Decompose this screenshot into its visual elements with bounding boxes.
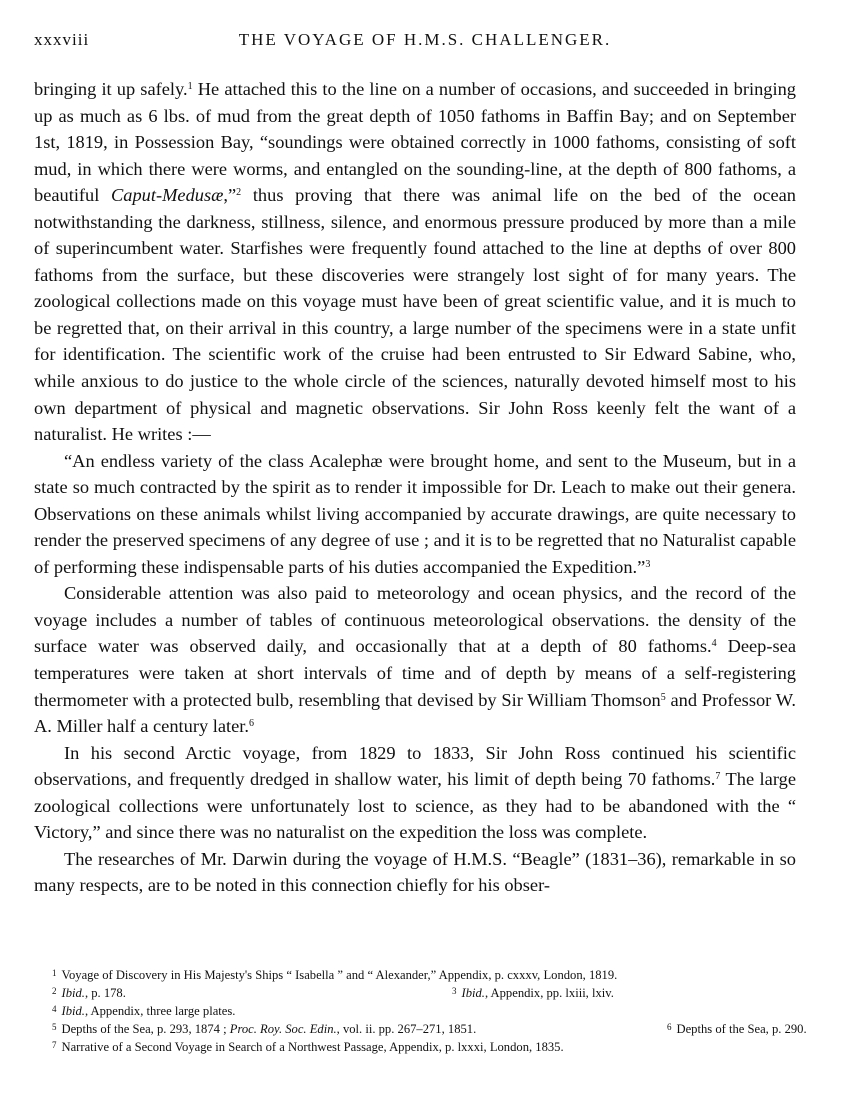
text-run: , Appendix, pp. lxiii, lxiv. xyxy=(484,986,614,1000)
footnote-marker: 6 xyxy=(667,1022,672,1032)
footnote xyxy=(52,1000,792,1018)
text-run: The researches of Mr. Darwin during the voyage of H.M.S. “Beagle” (1831–36), remarkable in so many respects, are to be noted in this connection chiefly for his obser- xyxy=(34,848,796,896)
footnote-ref: 4 xyxy=(711,638,717,650)
footnotes xyxy=(52,964,807,1054)
body-text xyxy=(34,76,796,899)
footnote-marker: 4 xyxy=(52,1004,57,1014)
text-run: Voyage of Discovery in His Majesty's Ships “ Isabella ” and “ Alexander,” Appendix, p. cxxxv, London, 1819. xyxy=(61,968,618,982)
italic-text: Ibid. xyxy=(61,1004,85,1018)
paragraph xyxy=(34,846,796,899)
footnote-marker: 5 xyxy=(52,1022,57,1032)
footnote-ref: 7 xyxy=(715,771,721,783)
footnote-ref: 6 xyxy=(249,718,254,730)
text-run: , vol. ii. pp. 267–271, 1851. xyxy=(336,1022,477,1036)
text-run: Deep-sea temperatures were taken at short intervals of time and of depth by means of a self-registering thermometer with a protected bulb, resembling that devised by Sir William Thomson xyxy=(34,636,796,710)
text-run: In his second Arctic voyage, from 1829 to 1833, Sir John Ross continued his scientific observations, and frequently dredged in shallow water, his limit of depth being 70 fathoms. xyxy=(34,742,796,790)
paragraph xyxy=(34,580,796,739)
footnote xyxy=(52,982,792,1000)
paragraph xyxy=(34,448,796,581)
text-run: “An endless variety of the class Acalephæ were brought home, and sent to the Museum, but in a state so much contracted by the spirit as to render it impossible for Dr. Leach to make out their genera. Observations on these animals whilst living accompanied by accurate drawings, are quite necessary to render the preserved specimens of any degree of use ; and it is to be regretted that no Naturalist capable of performing these indispensable parts of his duties accompanied the Expedition.” xyxy=(34,450,796,577)
text-run: ,” xyxy=(223,185,237,206)
footnote-ref: 5 xyxy=(660,691,666,703)
paragraph xyxy=(34,740,796,846)
footnote xyxy=(667,1018,807,1038)
text-run: The large zoological collections were unfortunately lost to science, as they had to be abandoned with the “ Victory,” and since there was no naturalist on the expedition the loss was complete. xyxy=(34,769,796,843)
page-header xyxy=(34,30,816,56)
page-number: xxxviii xyxy=(34,30,90,49)
text-run: thus proving that there was animal life on the bed of the ocean notwithstanding the darkness, stillness, silence, and enormous pressure produced by more than a mile of superincumbent water. Starfishes were frequently found attached to the line at depths of over 800 fathoms from the surface, but these discoveries were strangely lost sight of for many years. The zoological collections made on this voyage must have been of great scientific value, and it is much to be regretted that, on their arrival in this country, a large number of the specimens were in a state unfit for identification. The scientific work of the cruise had been entrusted to Sir Edward Sabine, who, while anxious to do justice to the whole circle of the sciences, naturally devoted himself most to his own department of physical and magnetic observations. Sir John Ross keenly felt the want of a naturalist. He writes :— xyxy=(34,185,796,445)
text-run: bringing it up safely. xyxy=(34,79,188,99)
footnote-marker: 1 xyxy=(52,968,57,978)
italic-text: Proc. Roy. Soc. Edin. xyxy=(229,1022,337,1036)
footnote xyxy=(52,1036,792,1054)
paragraph xyxy=(34,76,796,448)
footnote xyxy=(52,1018,807,1036)
text-run: Depths of the Sea, p. 290. xyxy=(676,1022,807,1036)
footnote-ref: 1 xyxy=(187,81,193,92)
footnote-marker: 7 xyxy=(52,1040,57,1050)
footnote xyxy=(52,964,792,982)
footnote-marker: 3 xyxy=(452,986,457,996)
italic-text: Ibid. xyxy=(461,986,485,1000)
italic-text: Caput-Medusæ xyxy=(111,185,224,206)
footnote-ref: 2 xyxy=(236,187,242,199)
footnote-marker: 2 xyxy=(52,986,57,996)
text-run: He attached this to the line on a number of occasions, and succeeded in bringing up as much as 6 lbs. of mud from the great depth of 1050 fathoms in Baffin Bay; and on September 1st, 1819, in Possession Bay, “soundings were obtained correctly in 1000 fathoms, consisting of soft mud, in which there were worms, and entangled on the sounding-line, at the depth of 800 fathoms, a beautiful xyxy=(34,79,796,206)
text-run: and Professor W. A. Miller half a century later. xyxy=(34,689,796,737)
footnote-ref: 3 xyxy=(645,558,651,570)
text-run: Narrative of a Second Voyage in Search of a Northwest Passage, Appendix, p. lxxxi, London, 1835. xyxy=(61,1040,564,1054)
italic-text: Ibid. xyxy=(61,986,85,1000)
text-run: Considerable attention was also paid to meteorology and ocean physics, and the record of the voyage includes a number of tables of continuous meteorological observations. the density of the surface water was observed daily, and occasionally that at a depth of 80 fathoms. xyxy=(34,583,796,657)
text-run: Depths of the Sea, p. 293, 1874 ; xyxy=(61,1022,230,1036)
text-run: , p. 178. xyxy=(84,986,126,1000)
running-title: THE VOYAGE OF H.M.S. CHALLENGER. xyxy=(238,30,612,49)
text-run: , Appendix, three large plates. xyxy=(84,1004,236,1018)
footnote xyxy=(452,982,614,1002)
